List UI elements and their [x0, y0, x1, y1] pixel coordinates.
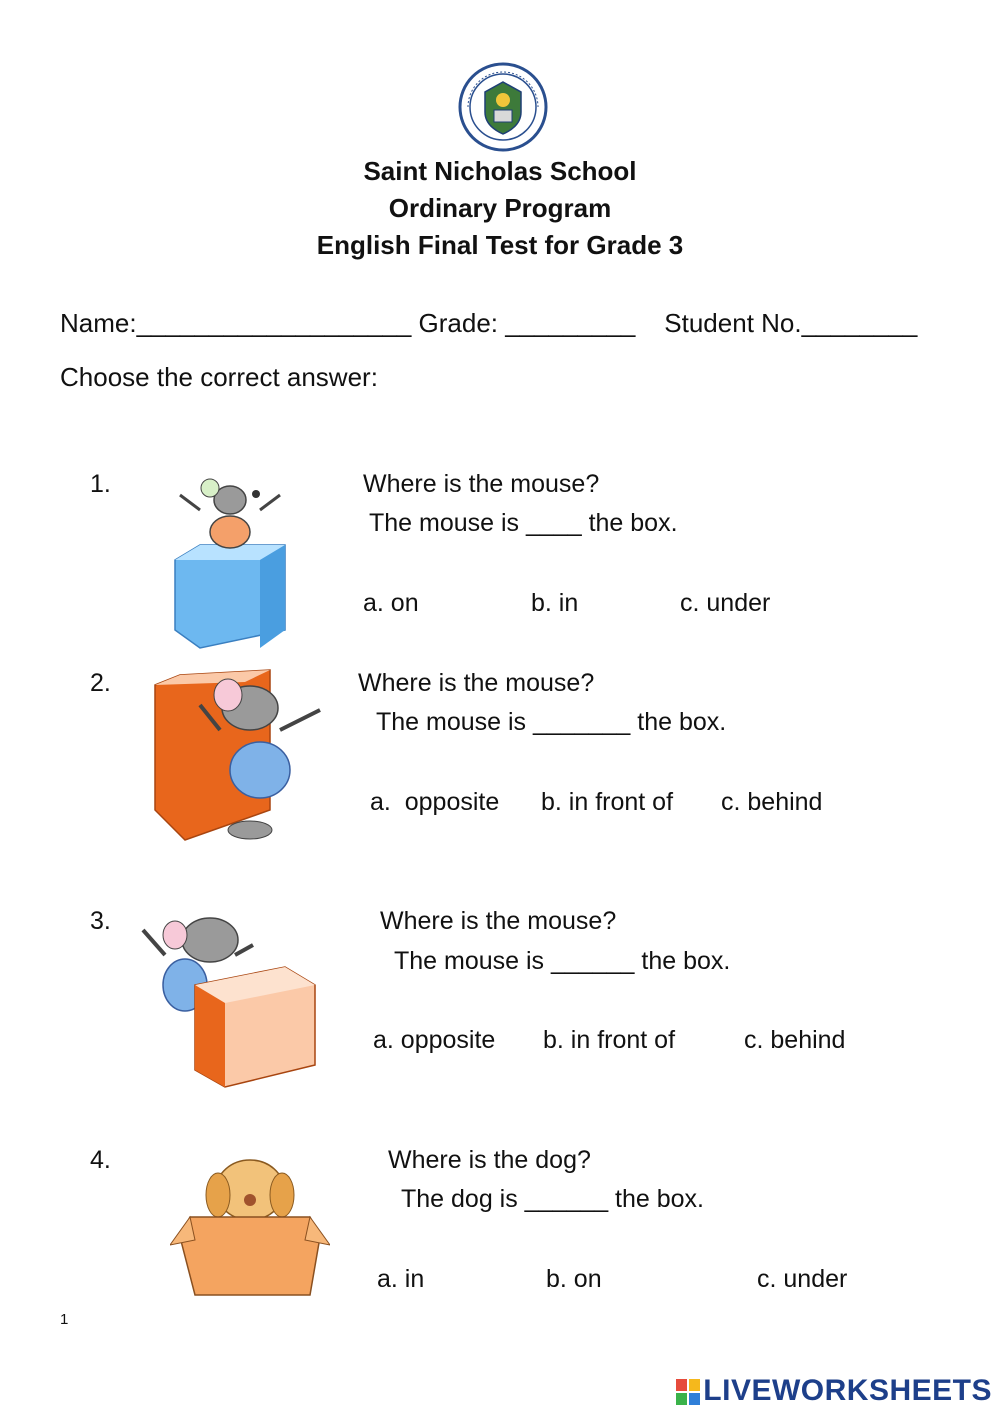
- liveworksheets-icon: [676, 1379, 700, 1405]
- mouse-behind-box-image: [135, 905, 320, 1090]
- question-sentence: The dog is ______ the box.: [401, 1185, 705, 1213]
- option-a[interactable]: a. on: [363, 589, 419, 617]
- program-name: Ordinary Program: [388, 193, 612, 223]
- question-number: 4.: [90, 1146, 111, 1174]
- mouse-in-front-of-box-image: [150, 660, 340, 850]
- option-a[interactable]: a. in: [377, 1265, 425, 1293]
- test-title: English Final Test for Grade 3: [316, 230, 684, 260]
- question-text: Where is the mouse?: [363, 470, 600, 498]
- option-a[interactable]: a. opposite: [370, 788, 500, 816]
- mouse-on-box-image: [170, 470, 295, 652]
- question-text: Where is the mouse?: [380, 907, 617, 935]
- school-name: Saint Nicholas School: [363, 156, 637, 186]
- student-info-line[interactable]: Name:___________________ Grade: _________ Student No.________: [60, 308, 918, 338]
- question-number: 1.: [90, 470, 111, 498]
- school-seal-logo: [458, 62, 548, 152]
- question-text: Where is the mouse?: [358, 669, 595, 697]
- option-b[interactable]: b. in front of: [543, 1026, 676, 1054]
- question-number: 2.: [90, 669, 111, 697]
- option-b[interactable]: b. in front of: [541, 788, 674, 816]
- option-b[interactable]: b. on: [546, 1265, 602, 1293]
- instruction-text: Choose the correct answer:: [60, 362, 378, 392]
- option-a[interactable]: a. opposite: [373, 1026, 496, 1054]
- question-sentence: The mouse is _______ the box.: [376, 708, 727, 736]
- question-sentence: The mouse is ______ the box.: [394, 947, 731, 975]
- question-text: Where is the dog?: [388, 1146, 591, 1174]
- option-c[interactable]: c. behind: [744, 1026, 846, 1054]
- page-number: 1: [60, 1311, 69, 1328]
- question-number: 3.: [90, 907, 111, 935]
- liveworksheets-logo[interactable]: [676, 1374, 992, 1408]
- option-b[interactable]: b. in: [531, 589, 579, 617]
- brand-name: LIVEWORKSHEETS: [703, 1374, 992, 1407]
- option-c[interactable]: c. under: [680, 589, 771, 617]
- dog-in-box-image: [170, 1145, 330, 1297]
- option-c[interactable]: c. under: [757, 1265, 848, 1293]
- option-c[interactable]: c. behind: [721, 788, 823, 816]
- question-sentence: The mouse is ____ the box.: [369, 509, 678, 537]
